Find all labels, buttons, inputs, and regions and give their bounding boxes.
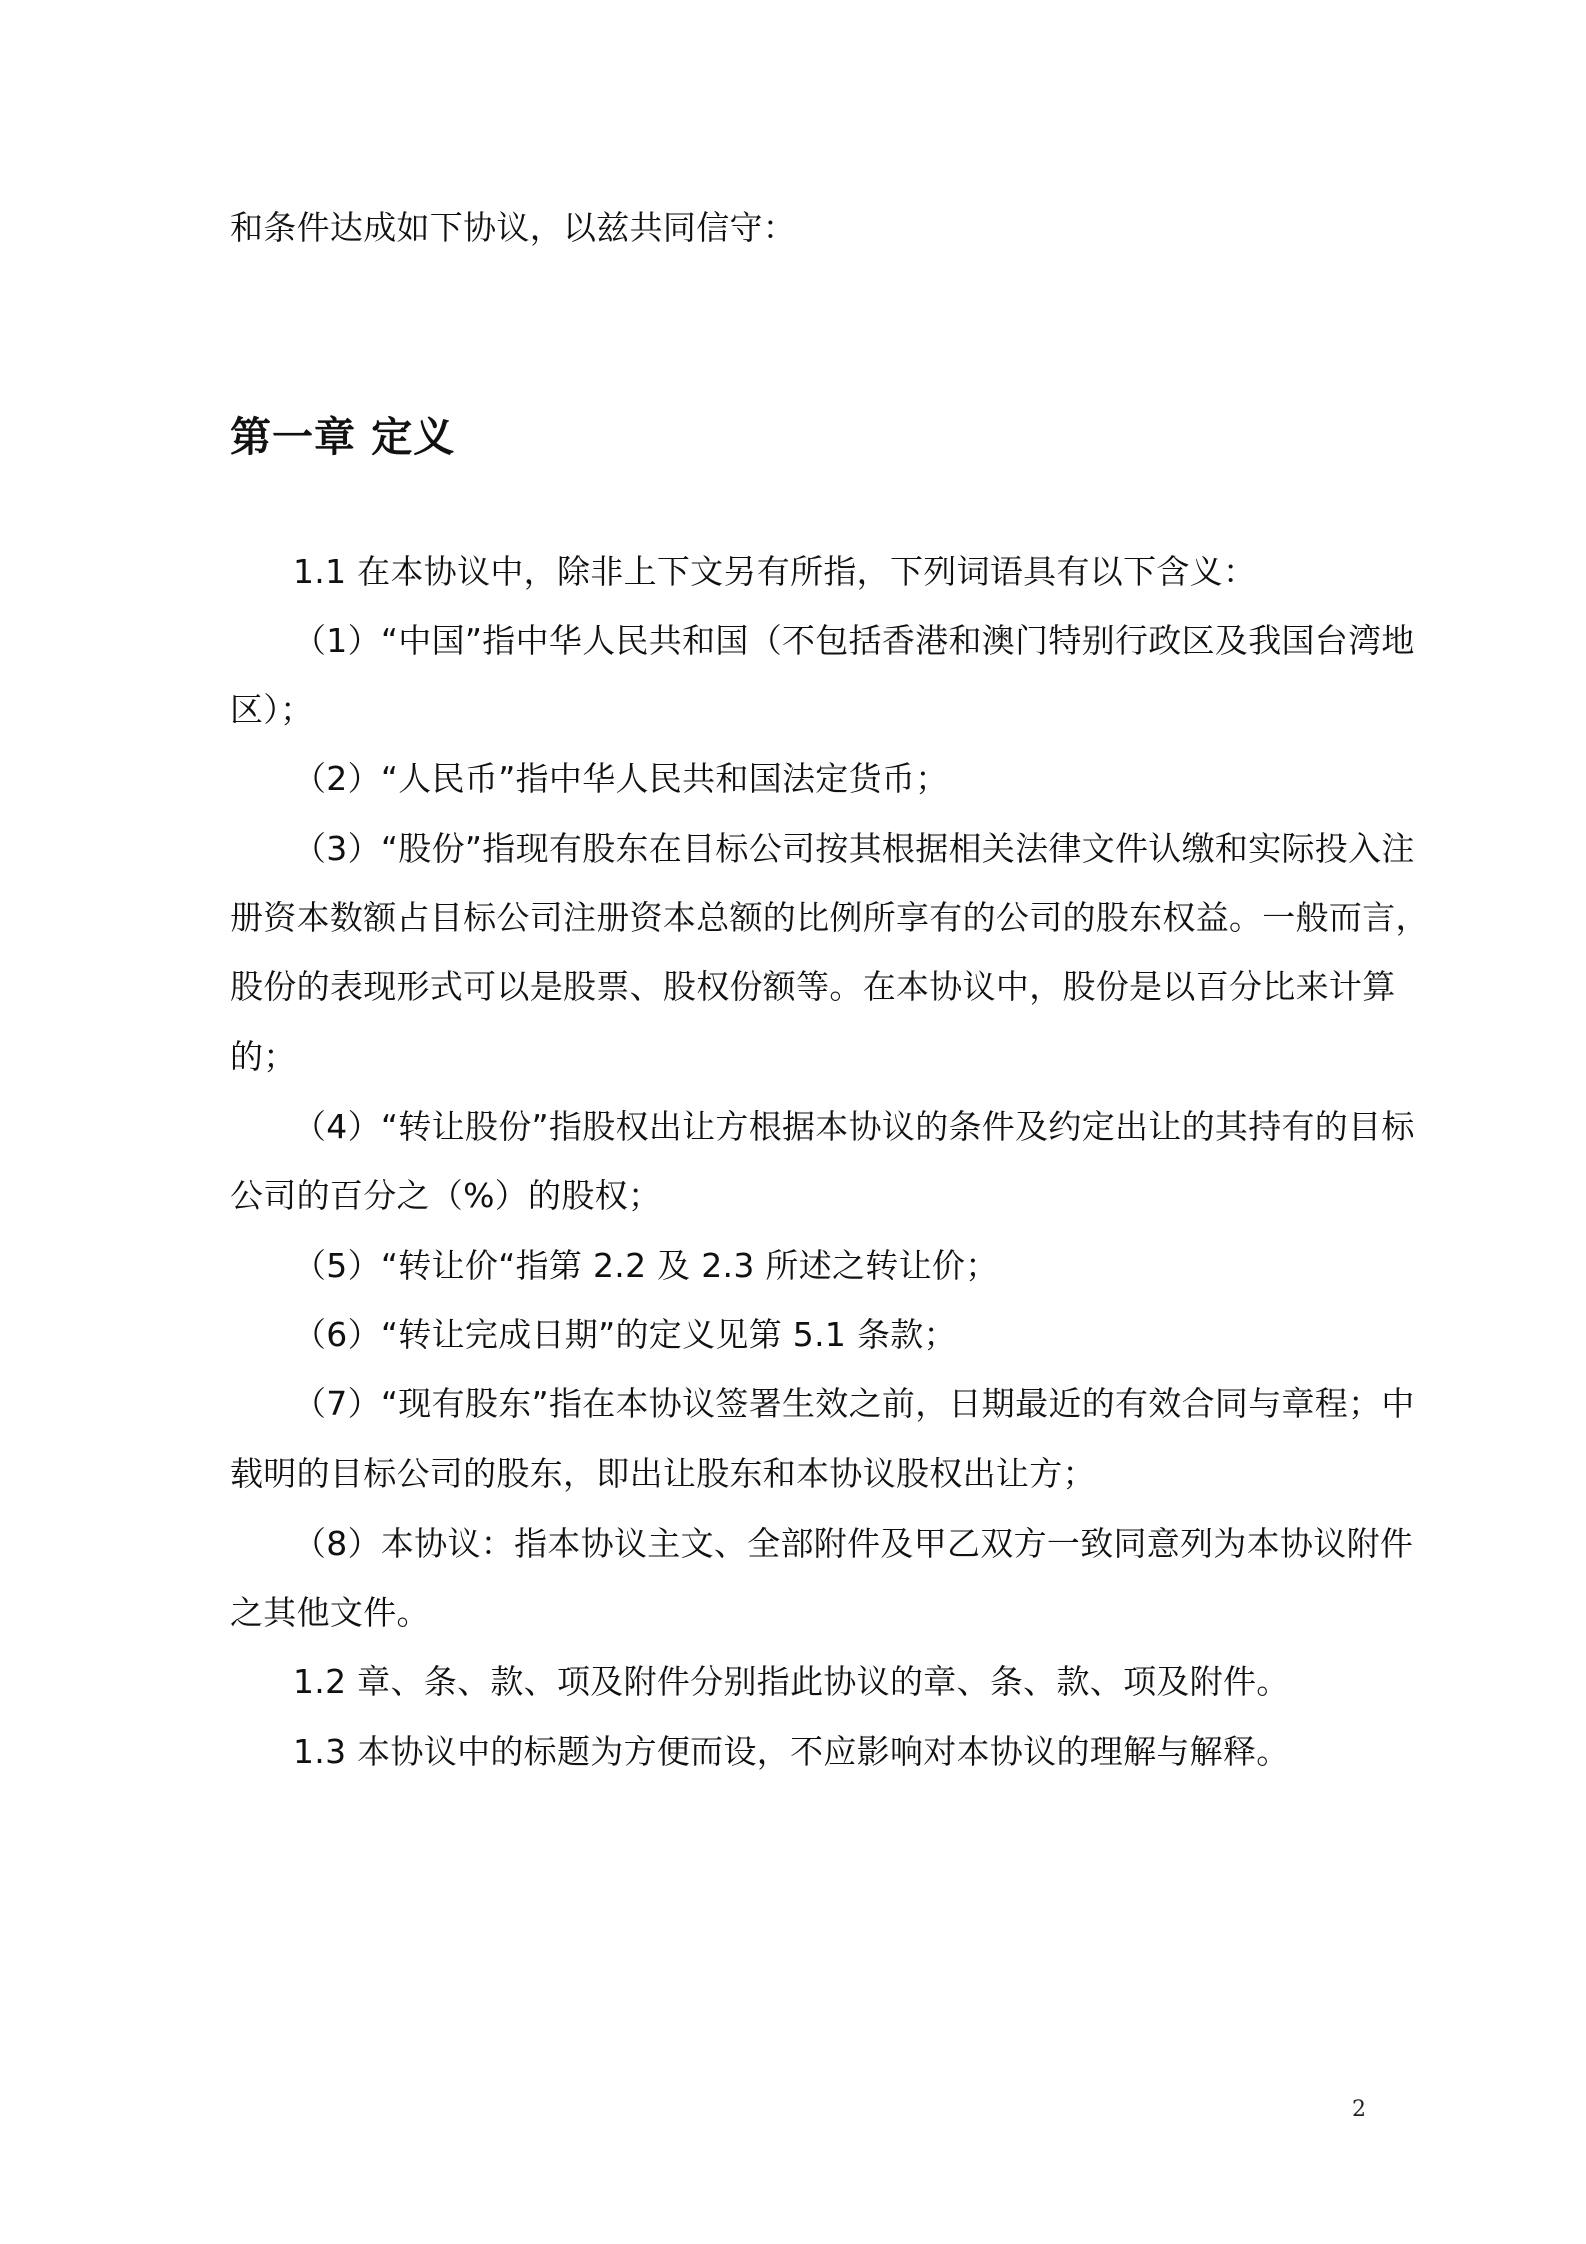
definition-6: （6）“转让完成日期”的定义见第 5.1 条款； — [293, 1315, 957, 1354]
definition-1-line-1: （1）“中国”指中华人民共和国（不包括香港和澳门特别行政区及我国台湾地 — [293, 621, 1415, 660]
intro-line: 和条件达成如下协议，以兹共同信守： — [230, 208, 797, 247]
definition-3-line-1: （3）“股份”指现有股东在目标公司按其根据相关法律文件认缴和实际投入注 — [293, 829, 1415, 868]
definition-8-line-2: 之其他文件。 — [230, 1593, 430, 1632]
definition-2: （2）“人民币”指中华人民共和国法定货币； — [293, 759, 949, 798]
definition-8-line-1: （8）本协议：指本协议主文、全部附件及甲乙双方一致同意列为本协议附件 — [293, 1524, 1414, 1563]
definition-4-line-1: （4）“转让股份”指股权出让方根据本协议的条件及约定出让的其持有的目标 — [293, 1107, 1415, 1146]
definition-7-line-2: 载明的目标公司的股东，即出让股东和本协议股权出让方； — [230, 1454, 1096, 1493]
definition-3-line-3: 股份的表现形式可以是股票、股权份额等。在本协议中，股份是以百分比来计算 — [230, 967, 1396, 1006]
definition-4-line-2: 公司的百分之（%）的股权； — [230, 1176, 662, 1215]
clause-1-1: 1.1 在本协议中，除非上下文另有所指，下列词语具有以下含义： — [293, 552, 1257, 591]
definition-3-line-2: 册资本数额占目标公司注册资本总额的比例所享有的公司的股东权益。一般而言， — [230, 898, 1429, 937]
definition-3-line-4: 的； — [230, 1037, 297, 1076]
clause-1-3: 1.3 本协议中的标题为方便而设，不应影响对本协议的理解与解释。 — [293, 1732, 1290, 1771]
clause-1-2: 1.2 章、条、款、项及附件分别指此协议的章、条、款、项及附件。 — [293, 1662, 1290, 1701]
definition-1-line-2: 区）； — [230, 690, 314, 729]
definition-5: （5）“转让价“指第 2.2 及 2.3 所述之转让价； — [293, 1246, 999, 1285]
chapter-heading: 第一章 定义 — [230, 413, 456, 461]
page-number: 2 — [1352, 2097, 1366, 2122]
definition-7-line-1: （7）“现有股东”指在本协议签署生效之前，日期最近的有效合同与章程；中 — [293, 1384, 1415, 1423]
